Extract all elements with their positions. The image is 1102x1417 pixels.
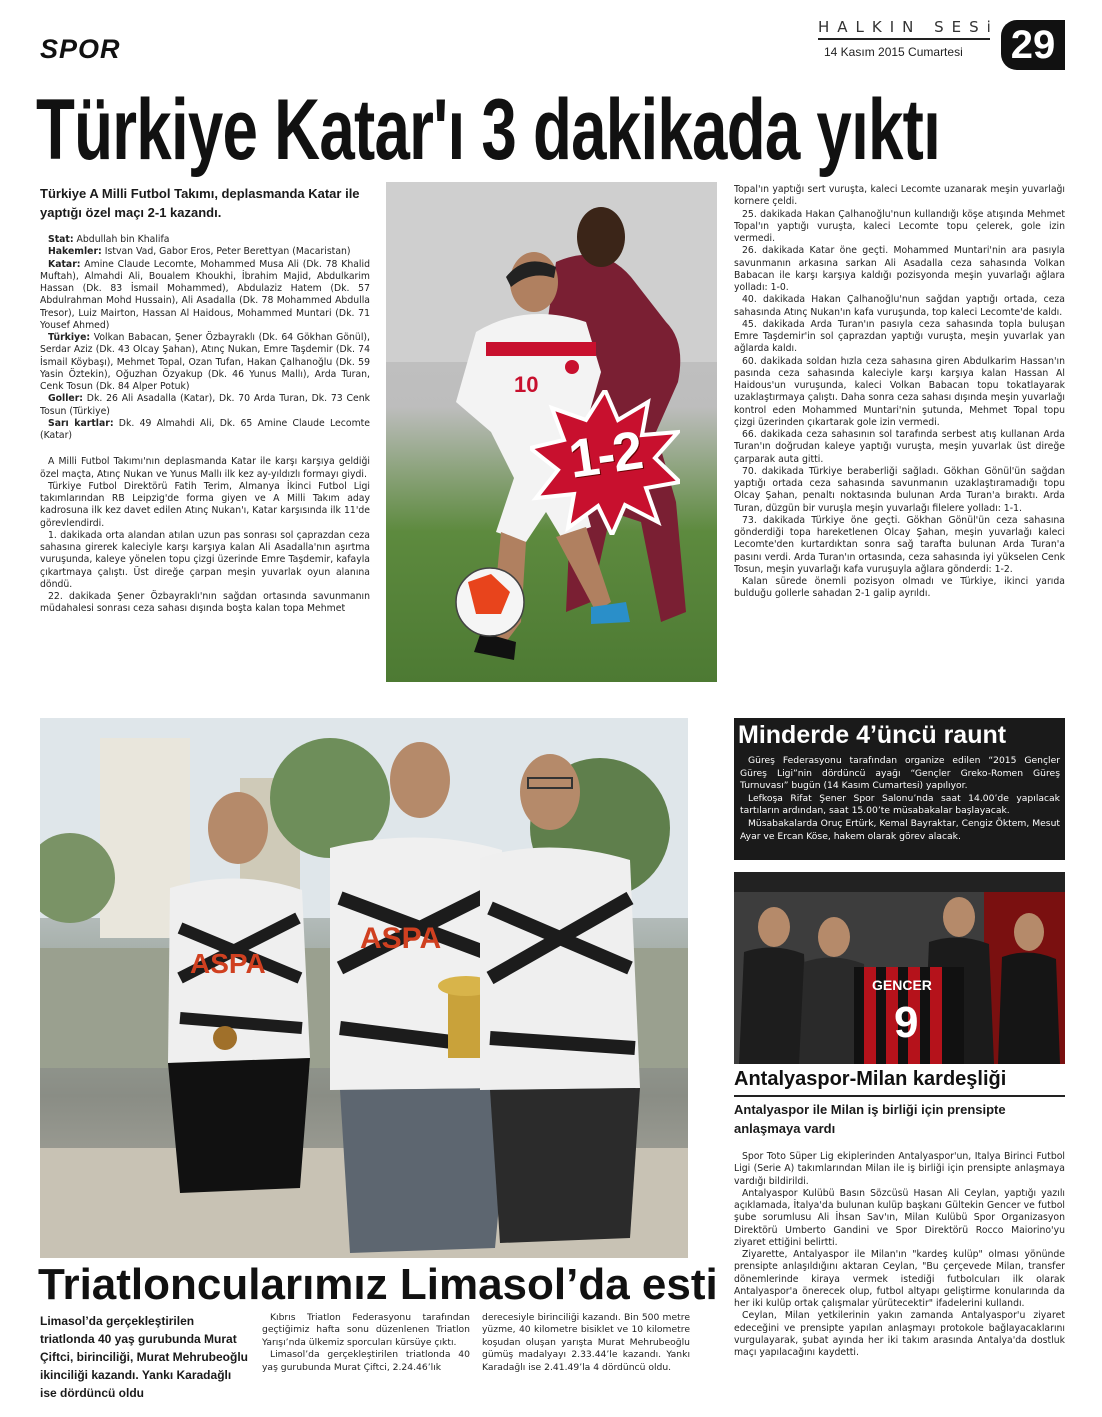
match-facts <box>40 234 370 442</box>
main-story-right-column <box>734 184 1065 684</box>
svg-text:10: 10 <box>514 372 539 397</box>
score-burst <box>530 390 680 535</box>
triathlon-title: Triatloncularımız Limasol’da esti <box>38 1260 718 1309</box>
issue-date: 14 Kasım 2015 Cumartesi <box>824 45 963 59</box>
fact-line: Katar: Amine Claude Lecomte, Mohammed Musa Ali (Dk. 78 Khalid Muftah), Almahdi Ali, Boualem Khoukhi, İbrahim Majid, Abdulkarim Hassan (Dk. 83 İsmail Mohammed), Abdulaziz Hatem (Dk. 57 Abdulrahman Mohd Hussain), Ali Asadalla (Dk. 78 Mohammed Abdulla Tresor), Luiz Mairton, Hassan Al Haidous, Mohammed Muntari (Dk. 71 Yousef Ahmed) <box>40 258 370 331</box>
main-subhead: Türkiye A Milli Futbol Takımı, deplasmanda Katar ile yaptığı özel maçı 2-1 kazandı. <box>40 186 360 220</box>
milan-illustration <box>734 872 1065 1064</box>
jersey-number: 9 <box>894 998 919 1047</box>
body-paragraph: Kalan sürede önemli pozisyon olmadı ve Türkiye, ikinci yarıda bulduğu gollerle sahadan 2-1 galip ayrıldı. <box>734 576 1065 600</box>
milan-title: Antalyaspor-Milan kardeşliği <box>734 1068 1007 1090</box>
body-paragraph: 60. dakikada soldan hızla ceza sahasına giren Abdulkarim Hassan'ın pasında ceza sahasında kaleciyle karşı karşıya kalan Hassan Al Haidous'un vuruşunda, kaleci Volkan Babacan topu tokatlayarak uzaklaştırmaya çalıştı. Daha sonra ceza sahası dışında meşin yuvarlağı kontrol eden Mohammed Muntari'nin şutunda, Mehmet Topal topu çizgi üzerinden çıkartarak gole izin vermedi. <box>734 355 1065 428</box>
page-number: 29 <box>1001 20 1065 70</box>
body-paragraph: Ceylan, Milan yetkilerinin yakın zamanda Antalyaspor'u ziyaret edeceğini ve prensipte yapılan anlaşmayı protokole bağlayacaklarını vurgulayarak, şubat ayında her iki takım arasında Antalya'da dostluk maçı yapılacağını kaydetti. <box>734 1310 1065 1358</box>
body-paragraph: Antalyaspor Kulübü Basın Sözcüsü Hasan Ali Ceylan, yaptığı yazılı açıklamada, İtalya'da bulunan kulüp başkanı Gültekin Gencer ve futbol şube sorumlusu Ali İhsan Sav'ın, Milan Kulübü Spor Organizasyon Direktörü Umberto Gandini ve Spor Direktörü Rocco Maiorino'yu ziyaret ettiğini belirtti. <box>734 1187 1065 1248</box>
triathlon-subhead: Limasol’da gerçekleştirilen triatlonda 40 yaş gurubunda Murat Çiftci, birinciliği, Murat Mehrubeoğlu ikinciliği kazandı. Yankı Karadağlı ise dördüncü oldu <box>40 1314 249 1400</box>
body-paragraph: Lefkoşa Rifat Şener Spor Salonu’nda saat 14.00’de yapılacak tartıların ardından, saat 15.00’te müsabakalar başlayacak. <box>740 792 1060 817</box>
score-badge: 1-2 <box>565 420 645 490</box>
body-paragraph: Kıbrıs Triatlon Federasyonu tarafından geçtiğimiz hafta sonu düzenlenen Triatlon Yarışı’nda ülkemiz sporcuları kürsüye çıktı. <box>262 1312 470 1348</box>
main-headline: Türkiye Katar'ı 3 dakikada yıktı <box>36 82 941 178</box>
body-paragraph: Topal'ın yaptığı sert vuruşta, kaleci Lecomte uzanarak meşin yuvarlağı kornere çeldi. <box>734 184 1065 208</box>
body-paragraph: Türkiye Futbol Direktörü Fatih Terim, Almanya İkinci Futbol Ligi takımlarından RB Leipzig'de forma giyen ve A Milli Takım aday kadrosuna ilk kez davet edilen Atınç Nukan'ı, Katar karşısında ilk 11'de görevlendirdi. <box>40 480 370 529</box>
fact-line: Hakemler: Istvan Vad, Gabor Eros, Peter Berettyan (Macaristan) <box>48 246 351 258</box>
body-paragraph: derecesiyle birinciliği kazandı. Bin 500 metre yüzme, 40 kilometre bisiklet ve 10 kilometre koşudan oluşan yarışta Murat Mehrubeoğlu gümüş madalyayı 2.33.44’le kazandı. Yankı Karadağlı ise 2.41.49’la 4 dördüncü oldu. <box>482 1312 690 1373</box>
fact-line: Goller: Dk. 26 Ali Asadalla (Katar), Dk. 70 Arda Turan, Dk. 73 Cenk Tosun (Türkiye) <box>40 393 370 417</box>
athletes-illustration <box>40 718 688 1258</box>
body-paragraph: 25. dakikada Hakan Çalhanoğlu'nun kullandığı köşe atışında Mehmet Topal'ın yaptığı vuruşta, kaleci Lecomte topu çelerek, gole izin vermedi. <box>734 208 1065 244</box>
fact-line: Türkiye: Volkan Babacan, Şener Özbayraklı (Dk. 64 Gökhan Gönül), Serdar Aziz (Dk. 43 Olcay Şahan), Atınç Nukan, Emre Taşdemir (Dk. 74 İsmail Köybaşı), Mehmet Topal, Ozan Tufan, Hakan Çalhanoğlu (Dk. 59 Yasin Öztekin), Oğuzhan Özyakup (Dk. 46 Yunus Mallı), Arda Turan, Cenk Tosun (Dk. 84 Alper Potuk) <box>40 332 370 392</box>
body-paragraph: Spor Toto Süper Lig ekiplerinden Antalyaspor'un, İtalya Birinci Futbol Ligi (Serie A) takımlarından Milan ile iş birliği için prensipte anlaşmaya vardığı bildirildi. <box>734 1151 1065 1187</box>
fact-line: Sarı kartlar: Dk. 49 Almahdi Ali, Dk. 65 Amine Claude Lecomte (Katar) <box>40 417 370 441</box>
body-paragraph: A Milli Futbol Takımı'nın deplasmanda Katar ile karşı karşıya geldiği özel maçta, Atınç Nukan ve Yunus Mallı ilk kez ay-yıldızlı formayı giydi. <box>40 456 370 480</box>
body-paragraph: Ziyarette, Antalyaspor ile Milan'ın "kardeş kulüp" olması yönünde prensipte anlaşıldığını aktaran Ceylan, "Bu çerçevede Milan, transfer dönemlerinde kiraya vermek istediği futbolcuları ilk olarak Antalyaspor'a önerecek olup, futbol altyapı geliştirme konularında da her iki kulüp ortak çalışmalar yürütecektir" ifadelerini kullandı. <box>734 1249 1065 1309</box>
shirt-text: ASPA <box>190 948 266 979</box>
body-paragraph: 26. dakikada Katar öne geçti. Mohammed Muntari'nin ara pasıyla savunmanın arkasına sarkan Ali Asadalla ceza sahasında Volkan Babacan ile karşı karşıya kaldığı pozisyonda meşin yuvarlağı ağlara yolladı: 1-0. <box>734 245 1065 293</box>
body-paragraph: Müsabakalarda Oruç Ertürk, Kemal Bayraktar, Cengiz Öktem, Mesut Ayar ve Ercan Köse, hakem olarak görev alacak. <box>740 817 1060 842</box>
triathlon-athletes-photo <box>40 718 688 1258</box>
body-paragraph: Güreş Federasyonu tarafından organize edilen “2015 Gençler Güreş Ligi”nin dördüncü ayağı “Gençler Greko-Romen Güreş Turnuvası” bugün (14 Kasım Cumartesi) yapılıyor. <box>740 755 1060 792</box>
main-story-left-column <box>40 234 370 684</box>
body-paragraph: 22. dakikada Şener Özbayraklı'nın sağdan ortasında savunmanın müdahalesi sonrası ceza sahası dışında boşta kalan topa Mehmet <box>40 591 370 615</box>
milan-body <box>734 1151 1065 1361</box>
body-paragraph: 45. dakikada Arda Turan'ın pasıyla ceza sahasında topla buluşan Emre Taşdemir'in sol çaprazdan yaptığı vuruşta, meşin yuvarlak yan ağlarda kaldı. <box>734 318 1065 355</box>
triathlon-column-3 <box>482 1312 690 1412</box>
body-paragraph: 1. dakikada orta alandan atılan uzun pas sonrası sol çaprazdan ceza sahasına girerek kaleciyle karşı karşıya kalan Ali Asadalla'nın aşırtma vuruşunda, kaleye yönelen topu çizgi üzerinde Emre Taşdemir, kafayla çıkartmaya çalıştı. Üst direğe çarpan meşin yuvarlak oyun alanına döndü. <box>40 529 370 590</box>
antalyaspor-milan-photo <box>734 872 1065 1064</box>
shirt-text: ASPA <box>360 922 442 955</box>
body-paragraph: 70. dakikada Türkiye beraberliği sağladı. Gökhan Gönül'ün sağdan yaptığı ortada ceza sahasında savunmanın uzaklaştıramadığı topu Olcay Şahan, penaltı noktasında bulunan Arda Turan'a bıraktı. Arda Turan, düzgün bir vuruşla meşin yuvarlağı filelere yolladı: 1-1. <box>734 465 1065 514</box>
fact-line: Stat: Abdullah bin Khalifa <box>48 234 170 245</box>
masthead-rule <box>818 38 990 40</box>
minder-title: Minderde 4’üncü raunt <box>738 721 1007 749</box>
milan-rule <box>734 1095 1065 1097</box>
section-label: SPOR <box>40 34 121 64</box>
milan-subhead: Antalyaspor ile Milan iş birliği için prensipte anlaşmaya vardı <box>734 1102 1006 1136</box>
body-paragraph: Limasol’da gerçekleştirilen triatlonda 40 yaş gurubunda Murat Çiftci, 2.24.46’lık <box>262 1349 470 1373</box>
body-paragraph: 40. dakikada Hakan Çalhanoğlu'nun sağdan yaptığı ortada, ceza sahasında Atınç Nukan'ın kafa vuruşunda, top kaleci Lecomte'de kaldı. <box>734 294 1065 318</box>
minder-body <box>740 755 1060 843</box>
body-paragraph: 66. dakikada ceza sahasının sol tarafında serbest atış kullanan Arda Turan'ın doğrudan kaleye yaptığı vuruşta, meşin yuvarlak üst direğe çarparak auta gitti. <box>734 429 1065 465</box>
newspaper-name: HALKIN SESi <box>818 18 999 36</box>
jersey-name: GENCER <box>872 977 932 993</box>
triathlon-column-2 <box>262 1312 470 1412</box>
body-paragraph: 73. dakikada Türkiye öne geçti. Gökhan Gönül'ün ceza sahasına gönderdiği topa hareketlenen Olcay Şahan, meşin yuvarlağı kaleci Lecomte'den kurtardıktan sonra sağ tarafta bulunan Arda Turan'a pasını verdi. Arda Turan'ın ortasında, ceza sahasında iyi yükselen Cenk Tosun, meşin yuvarlağı kafa vuruşuyla ağlara gönderdi: 1-2. <box>734 514 1065 575</box>
